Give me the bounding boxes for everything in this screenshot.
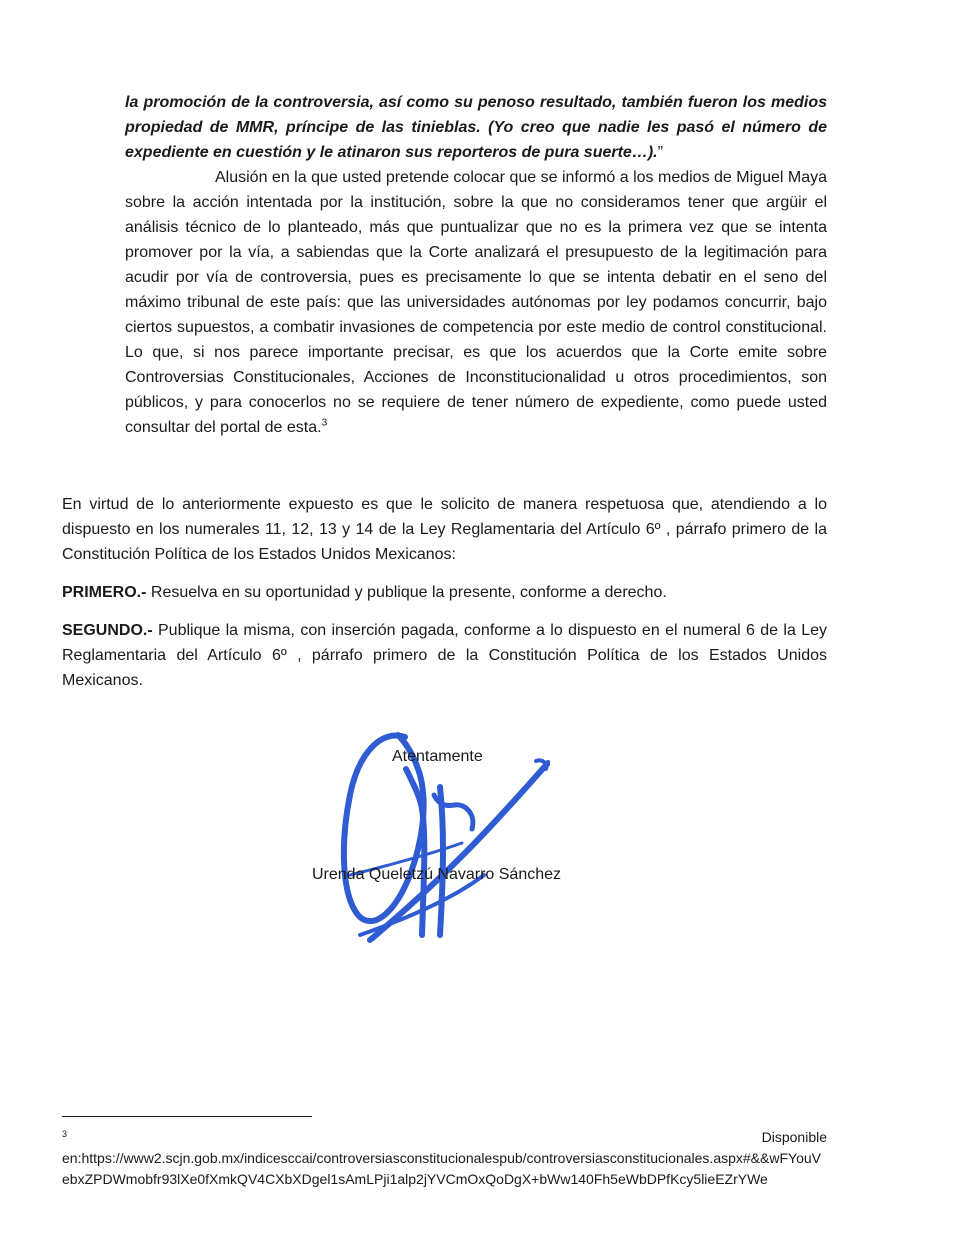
quote-emphasis-text: la promoción de la controversia, así como su penoso resultado, también fueron los medios propiedad de MMR, príncipe de las tinieblas. (Yo creo que nadie les pasó el número de expediente en cuestión y le atinaron sus reporteros de pura suerte…). [125,94,827,161]
footnote-number: 3 [62,1129,68,1139]
second-point [62,618,827,693]
first-point [62,580,827,605]
quote-closing-mark: ” [657,144,663,161]
signature-block [290,725,610,955]
footnote-label: Disponible [761,1129,827,1145]
signer-name: Urenda Queletzú Navarro Sánchez [312,866,562,883]
footnote-divider [62,1116,312,1117]
petition-body [62,492,827,706]
second-point-text: Publique la misma, con inserción pagada, conforme a lo dispuesto en el numeral 6 de la Ley Reglamentaria del Artículo 6º , párrafo primero de la Constitución Política de los Estados Unidos Mexicanos. [62,622,827,689]
footnote-link[interactable]: en:https://www2.scjn.gob.mx/indicesccai/controversiasconstitucionalespub/controversiasconstitucionales.aspx#&&wFYouVebxZPDWmobfr93lXe0fXmkQV4CXbXDgel1sAmLPji1alp2jYVCmOxQoDgX+bWw140Fh5eWbDPfKcy5lieEZrYWe [62,1150,821,1187]
footnote-header [62,1127,827,1148]
quoted-block [125,90,827,440]
first-point-label: PRIMERO.- [62,584,147,601]
quote-paragraph-text: Alusión en la que usted pretende colocar que se informó a los medios de Miguel Maya sobre la acción intentada por la institución, sobre la que no consideramos tener que argüir el análisis técnico de lo planteado, más que puntualizar que no es la primera vez que se intenta promover por la vía, a sabiendas que la Corte analizará el presupuesto de la legitimación para acudir por vía de controversia, pues es precisamente lo que se intenta debatir en el seno del máximo tribunal de este país: que las universidades autónomas por ley podamos concurrir, bajo ciertos supuestos, a combatir invasiones de competencia por este medio de control constitucional. Lo que, si nos parece importante precisar, es que los acuerdos que la Corte emite sobre Controversias Constitucionales, Acciones de Inconstitucionalidad u otros procedimientos, son públicos, y para conocerlos no se requiere de tener número de expediente, como puede usted consultar del portal de esta. [125,169,827,436]
quote-emphasis-paragraph [125,90,827,165]
intro-paragraph: En virtud de lo anteriormente expuesto es que le solicito de manera respetuosa que, atendiendo a lo dispuesto en los numerales 11, 12, 13 y 14 de la Ley Reglamentaria del Artículo 6º , párrafo primero de la Constitución Política de los Estados Unidos Mexicanos: [62,496,827,563]
quote-paragraph [125,165,827,440]
closing-salutation: Atentamente [392,748,483,765]
footnote [62,1127,827,1190]
footnote-reference[interactable]: 3 [321,417,328,429]
second-point-label: SEGUNDO.- [62,622,153,639]
first-point-text: Resuelva en su oportunidad y publique la presente, conforme a derecho. [146,584,667,601]
